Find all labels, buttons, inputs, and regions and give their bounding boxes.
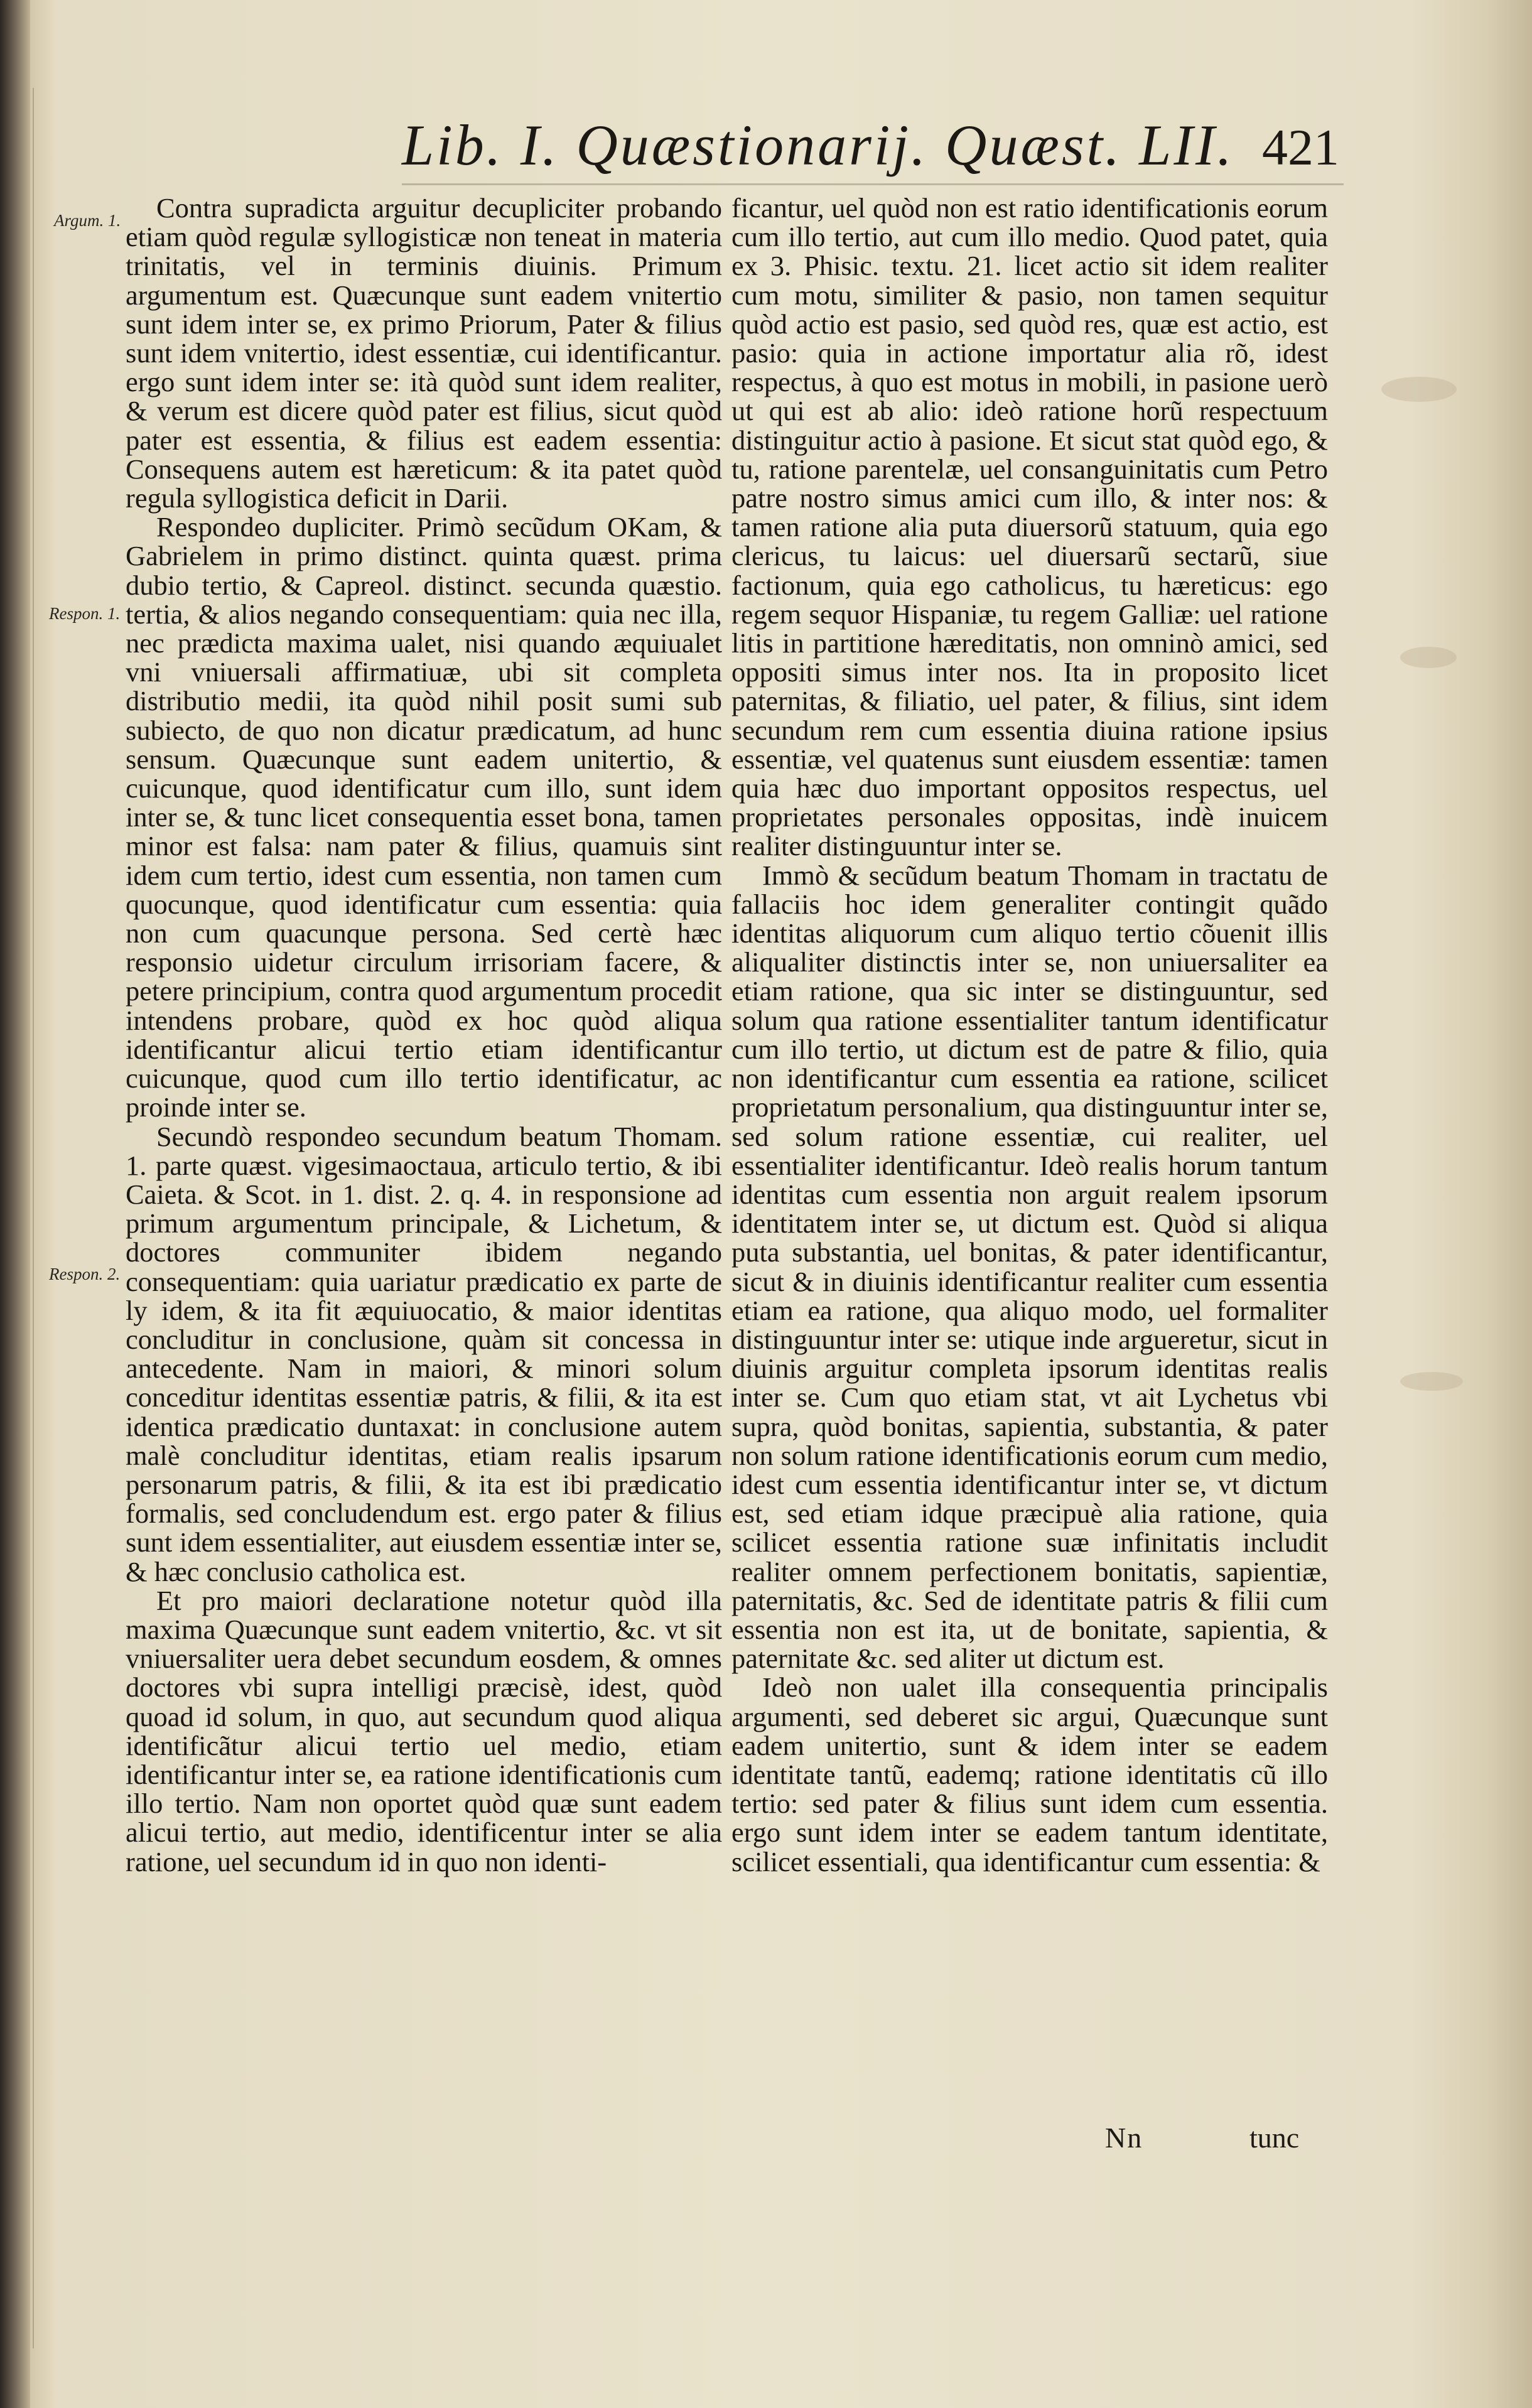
ink-bleed-mark xyxy=(1400,1372,1463,1391)
paragraph-declaratio: Et pro maiori declaratione notetur quòd illa maxima Quæcunque sunt eadem vnitertio, &c. vt sit vniuersaliter uera debet secundum eosdem, & omnes doctores vbi supra intelligi præcisè, idest, quòd quoad id solum, in quo, aut secundum quod aliqua identificãtur alicui tertio uel medio, etiam identificantur inter se, ea ratione identificationis cum illo tertio. Nam non oportet quòd quæ sunt eadem alicui tertio, aut medio, identificentur inter se alia ratione, uel secundum id in quo non identi- xyxy=(126,1584,722,1877)
paragraph-immo: Immò & secũdum beatum Thomam in tractatu de fallaciis hoc idem generaliter contingit quãdo identitas aliquorum cum aliquo tertio cõuenit illis aliqualiter distinctis inter se, non uniuersaliter ea etiam ratione, qua sic inter se distinguuntur, sed solum qua ratione essentialiter tantum identificatur cum illo tertio, ut dictum est de patre & filio, quia non identificantur cum essentia ea ratione, scilicet proprietatum personalium, qua distinguuntur inter se, sed solum ratione essentiæ, cui realiter, uel essentialiter identificantur. Ideò realis horum tantum identitas cum essentia non arguit realem ipsorum identitatem inter se, ut dictum est. Quòd si aliqua puta substantia, uel bonitas, & pater identificantur, sicut & in diuinis identificantur realiter cum essentia etiam ea ratione, qua aliquo modo, uel formaliter distinguuntur inter se: utique inde argueretur, sicut in diuinis arguitur completa ipsorum identitas realis inter se. Cum quo etiam stat, vt ait Lychetus vbi supra, quòd bonitas, sapientia, substantia, & pater non solum ratione identificationis eorum cum medio, idest cum essentia identificantur inter se, vt dictum est, sed etiam idque præcipuè alia ratione, quia scilicet essentia ratione suæ infinitatis includit realiter omnem perfectionem bonitatis, sapientiæ, paternitatis, &c. Sed de identitate patris & filii cum essentia non est ita, ut de bonitate, sapientia, & paternitate &c. sed aliter ut dictum est. xyxy=(731,859,1328,1675)
paragraph-continuation: ficantur, uel quòd non est ratio identificationis eorum cum illo tertio, aut cum illo medio. Quod patet, quia ex 3. Phisic. textu. 21. licet actio sit idem realiter cum motu, similiter & pasio, non tamen sequitur quòd actio est pasio, sed quòd res, quæ est actio, est pasio: quia in actione importatur alia rõ, idest respectus, à quo est motus in mobili, in pasione uerò ut qui est ab alio: ideò ratione horũ respectuum distinguitur actio à pasione. Et sicut stat quòd ego, & tu, ratione parentelæ, uel consanguinitatis cum Petro patre nostro simus amici cum illo, & inter nos: & tamen ratione alia puta diuersorũ statuum, quia ego clericus, tu laicus: uel diuersarũ sectarũ, siue factionum, quia ego catholicus, tu hæreticus: ego regem sequor Hispaniæ, tu regem Galliæ: uel ratione litis in partitione hæreditatis, non omninò amici, sed oppositi simus inter nos. Ita in proposito licet paternitas, & filiatio, uel pater, & filius, sint idem secundum rem cum essentia diuina ratione ipsius essentiæ, vel quatenus sunt eiusdem essentiæ: tamen quia hæc duo important oppositos respectus, uel proprietates personales oppositas, indè inuicem realiter distinguuntur inter se. xyxy=(731,192,1328,862)
margin-note-argum-1: Argum. 1. xyxy=(54,211,121,230)
paragraph-ideo: Ideò non ualet illa consequentia principalis argumenti, sed deberet sic argui, Quæcunque sunt eadem unitertio, sunt & idem inter se eadem identitate tantũ, eademq; ratione identitatis cũ illo tertio: sed pater & filius sunt idem cum essentia. ergo sunt idem inter se eadem tantum identitate, scilicet essentiali, qua identificantur cum essentia: & xyxy=(731,1671,1328,1877)
header-rule xyxy=(402,183,1344,185)
running-head: Lib. I. Quæstionarij. Quæst. LII. xyxy=(402,113,1234,177)
folio-number: 421 xyxy=(1262,119,1339,176)
paragraph-argumentum: Contra supradicta arguitur decupliciter probando etiam quòd regulæ syllogisticæ non teneat in materia trinitatis, vel in terminis diuinis. Primum argumentum est. Quæcunque sunt eadem vnitertio sunt idem inter se, ex primo Priorum, Pater & filius sunt idem vnitertio, idest essentiæ, cui identificantur. ergo sunt idem inter se: ità quòd sunt idem realiter, & verum est dicere quòd pater est filius, sicut quòd pater est essentia, & filius est eadem essentia: Consequens autem est hæreticum: & ita patet quòd regula syllogistica deficit in Darii. xyxy=(126,192,722,514)
signature-mark: Nn xyxy=(1105,2122,1143,2154)
book-spine-shadow xyxy=(0,0,30,2408)
gutter-line xyxy=(33,88,34,2348)
margin-note-respon-1: Respon. 1. xyxy=(49,604,121,623)
page-header xyxy=(402,112,1344,181)
paragraph-respondeo-secundo: Secundò respondeo secundum beatum Thomam. 1. parte quæst. vigesimaoctaua, articulo tertio, & ibi Caieta. & Scot. in 1. dist. 2. q. 4. in responsione ad primum argumentum principale, & Lichetum, & doctores communiter ibidem negando consequentiam: quia uariatur prædicatio ex parte de ly idem, & ita fit æquiuocatio, & maior identitas concluditur in conclusione, quàm sit concessa in antecedente. Nam in maiori, & minori solum conceditur identitas essentiæ patris, & filii, & ita est identica prædicatio duntaxat: in conclusione autem malè concluditur identitas, etiam realis ipsarum personarum patris, & filii, & ita est ibi prædicatio formalis, sed concludendum est. ergo pater & filius sunt idem essentialiter, aut eiusdem essentiæ inter se, & hæc conclusio catholica est. xyxy=(126,1120,722,1587)
right-text-column xyxy=(731,193,1328,2083)
ink-bleed-mark xyxy=(1400,647,1457,668)
ink-bleed-mark xyxy=(1381,377,1457,402)
paragraph-respondeo-primo: Respondeo dupliciter. Primò secũdum OKam, & Gabrielem in primo distinct. quinta quæst. prima dubio tertio, & Capreol. distinct. secunda quæstio. tertia, & alios negando consequentiam: quia nec illa, nec prædicta maxima ualet, nisi quando æquiualet vni vniuersali affirmatiuæ, ubi sit completa distributio medii, ita quòd nihil posit sumi sub subiecto, de quo non dicatur prædicatum, ad hunc sensum. Quæcunque sunt eadem unitertio, & cuicunque, quod identificatur cum illo, sunt idem inter se, & tunc licet consequentia esset bona, tamen minor est falsa: nam pater & filius, quamuis sint idem cum tertio, idest cum essentia, non tamen cum quocunque, quod identificatur cum essentia: quia non cum quacunque persona. Sed certè hæc responsio uidetur circulum irrisoriam facere, & petere principium, contra quod argumentum procedit intendens probare, quòd ex hoc quòd aliqua identificantur alicui tertio etiam identificantur cuicunque, quod cum illo tertio identificatur, ac proinde inter se. xyxy=(126,511,722,1123)
left-text-column xyxy=(126,193,722,2083)
margin-note-respon-2: Respon. 2. xyxy=(49,1265,121,1283)
catchword: tunc xyxy=(1249,2122,1300,2154)
